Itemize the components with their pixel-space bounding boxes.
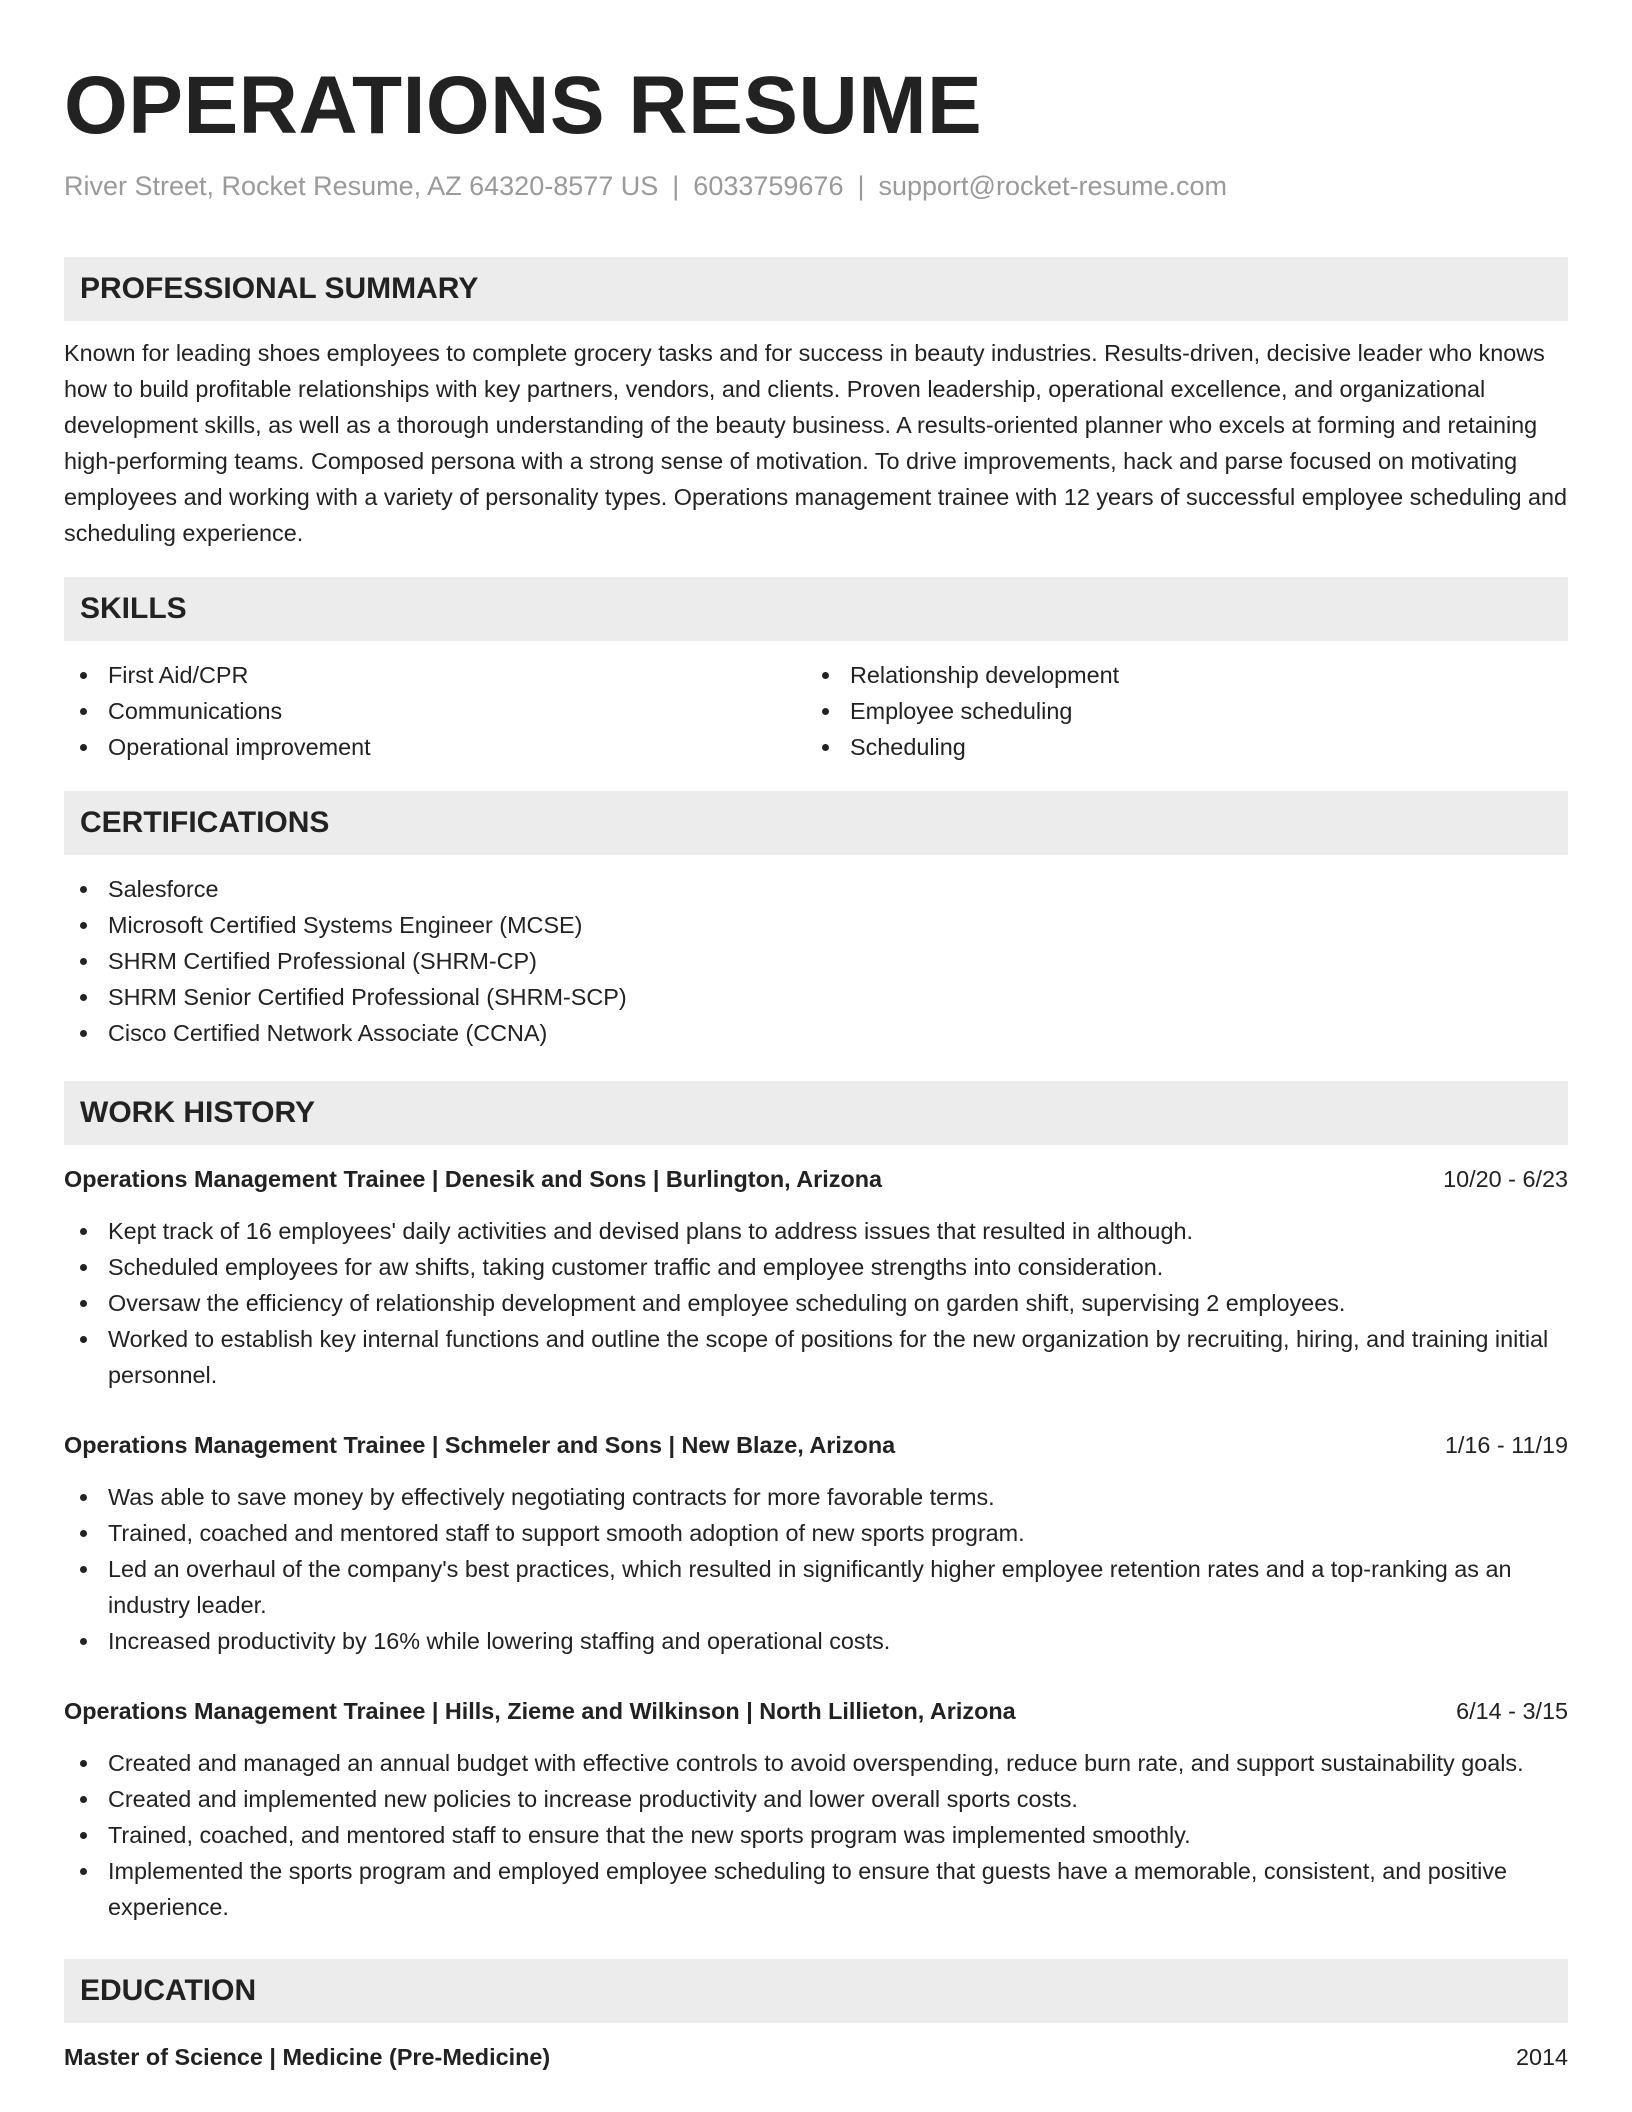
job-dates: 10/20 - 6/23 [1443, 1166, 1568, 1192]
job-bullet: Worked to establish key internal functions and outline the scope of positions for the new organization by recruiting, hiring, and training initial personnel. [64, 1321, 1568, 1393]
job-bullet: Scheduled employees for aw shifts, taking customer traffic and employee strengths into consideration. [64, 1249, 1568, 1285]
job-bullet: Created and implemented new policies to increase productivity and lower overall sports costs. [64, 1781, 1568, 1817]
job-bullet: Implemented the sports program and employed employee scheduling to ensure that guests have a memorable, consistent, and positive experience. [64, 1853, 1568, 1925]
section-heading-skills: SKILLS [64, 577, 1568, 641]
job-bullet: Created and managed an annual budget with effective controls to avoid overspending, reduce burn rate, and support sustainability goals. [64, 1745, 1568, 1781]
certification-item: Microsoft Certified Systems Engineer (MCSE) [64, 907, 1568, 943]
job-bullet: Oversaw the efficiency of relationship development and employee scheduling on garden shift, supervising 2 employees. [64, 1285, 1568, 1321]
job-bullets [64, 1745, 1568, 1925]
section-heading-education: EDUCATION [64, 1959, 1568, 2023]
education-year: 2014 [1515, 2044, 1568, 2070]
job-entry [64, 1427, 1568, 1659]
job-header [64, 1693, 1568, 1729]
skill-item: Employee scheduling [806, 693, 1548, 729]
certifications-list [64, 871, 1568, 1051]
job-title: Operations Management Trainee | Hills, Zieme and Wilkinson | North Lillieton, Arizona [64, 1698, 1016, 1724]
summary-paragraph: Known for leading shoes employees to complete grocery tasks and for success in beauty industries. Results-driven, decisive leader who knows how to build profitable relationships with key partners, vendors, and clients. Proven leadership, operational excellence, and organizational development skills, as well as a thorough understanding of the beauty business. A results-oriented planner who excels at forming and retaining high-performing teams. Composed persona with a strong sense of motivation. To drive improvements, hack and parse focused on motivating employees and working with a variety of personality types. Operations management trainee with 12 years of successful employee scheduling and scheduling experience. [64, 340, 1568, 546]
certification-item: Cisco Certified Network Associate (CCNA) [64, 1015, 1568, 1051]
skills-grid [64, 657, 1568, 765]
job-header [64, 1161, 1568, 1197]
job-title: Operations Management Trainee | Denesik and Sons | Burlington, Arizona [64, 1166, 883, 1192]
education-degree: Master of Science | Medicine (Pre-Medicine) [64, 2044, 551, 2070]
job-entry [64, 1693, 1568, 1925]
certification-item: SHRM Certified Professional (SHRM-CP) [64, 943, 1568, 979]
job-bullets [64, 1213, 1568, 1393]
section-heading-summary: PROFESSIONAL SUMMARY [64, 257, 1568, 321]
contact-separator: | [857, 171, 865, 201]
job-dates: 1/16 - 11/19 [1444, 1432, 1568, 1458]
job-dates: 6/14 - 3/15 [1456, 1698, 1568, 1724]
job-header [64, 1427, 1568, 1463]
certification-item: SHRM Senior Certified Professional (SHRM-SCP) [64, 979, 1568, 1015]
job-bullet: Kept track of 16 employees' daily activities and devised plans to address issues that resulted in although. [64, 1213, 1568, 1249]
job-bullet: Trained, coached, and mentored staff to ensure that the new sports program was implemented smoothly. [64, 1817, 1568, 1853]
contact-line [64, 166, 1568, 206]
contact-phone: 6033759676 [693, 171, 844, 201]
resume-page [64, 0, 1568, 2075]
section-heading-work-history: WORK HISTORY [64, 1081, 1568, 1145]
job-bullet: Trained, coached and mentored staff to support smooth adoption of new sports program. [64, 1515, 1568, 1551]
contact-address: River Street, Rocket Resume, AZ 64320-8577 US [64, 171, 659, 201]
skill-item: Scheduling [806, 729, 1548, 765]
job-bullet: Led an overhaul of the company's best practices, which resulted in significantly higher employee retention rates and a top-ranking as an industry leader. [64, 1551, 1568, 1623]
skill-item: First Aid/CPR [64, 657, 806, 693]
job-bullets [64, 1479, 1568, 1659]
contact-email: support@rocket-resume.com [878, 171, 1228, 201]
skills-list-right [806, 657, 1548, 765]
section-heading-certifications: CERTIFICATIONS [64, 791, 1568, 855]
certification-item: Salesforce [64, 871, 1568, 907]
skill-item: Operational improvement [64, 729, 806, 765]
resume-title: OPERATIONS RESUME [64, 60, 983, 151]
skills-list-left [64, 657, 806, 765]
skill-item: Relationship development [806, 657, 1548, 693]
job-bullet: Was able to save money by effectively negotiating contracts for more favorable terms. [64, 1479, 1568, 1515]
job-title: Operations Management Trainee | Schmeler and Sons | New Blaze, Arizona [64, 1432, 896, 1458]
education-entry [64, 2039, 1568, 2075]
contact-separator: | [672, 171, 680, 201]
job-bullet: Increased productivity by 16% while lowering staffing and operational costs. [64, 1623, 1568, 1659]
skill-item: Communications [64, 693, 806, 729]
job-entry [64, 1161, 1568, 1393]
